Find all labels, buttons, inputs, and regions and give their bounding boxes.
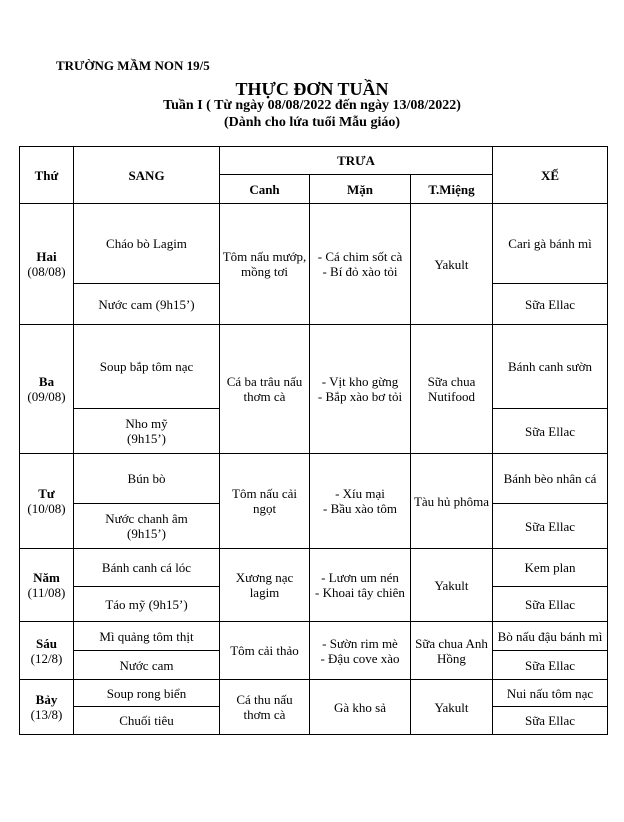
morning-dish: Soup bắp tôm nạc: [74, 325, 220, 409]
morning-snack: Táo mỹ (9h15’): [74, 587, 220, 622]
day-row: [20, 204, 608, 284]
soup-dish: Tôm nấu mướp, mồng tơi: [220, 204, 310, 325]
morning-dish: Soup rong biển: [74, 680, 220, 707]
header-row: [20, 147, 608, 175]
afternoon-dish: Bánh bèo nhân cá: [493, 454, 608, 504]
school-name: TRƯỜNG MẦM NON 19/5: [56, 58, 210, 73]
morning-snack: Nho mỹ (9h15’): [74, 409, 220, 454]
day-cell: [20, 622, 74, 680]
dessert-dish: Tàu hủ phôma: [411, 454, 493, 549]
morning-snack: Nước cam (9h15’): [74, 284, 220, 325]
dessert-dish: Sữa chua Anh Hồng: [411, 622, 493, 680]
savory-dish: - Cá chim sốt cà - Bí đỏ xào tỏi: [310, 204, 411, 325]
morning-snack: Nước cam: [74, 651, 220, 680]
morning-column-header: SANG: [74, 147, 220, 204]
day-name: Sáu: [36, 635, 57, 651]
morning-dish: Cháo bò Lagim: [74, 204, 220, 284]
day-cell: [20, 680, 74, 735]
soup-dish: Tôm cải thảo: [220, 622, 310, 680]
day-name: Bảy: [35, 692, 58, 707]
morning-snack: Chuối tiêu: [74, 707, 220, 735]
dessert-dish: Yakult: [411, 204, 493, 325]
soup-dish: Cá ba trâu nấu thơm cà: [220, 325, 310, 454]
day-column-header: Thứ: [20, 147, 74, 204]
soup-dish: Cá thu nấu thơm cà: [220, 680, 310, 735]
day-row: [20, 680, 608, 707]
savory-dish: Gà kho sả: [310, 680, 411, 735]
afternoon-drink: Sữa Ellac: [493, 587, 608, 622]
morning-dish: Bánh canh cá lóc: [74, 549, 220, 587]
afternoon-drink: Sữa Ellac: [493, 651, 608, 680]
savory-column-header: Mặn: [310, 175, 411, 204]
morning-dish: Bún bò: [74, 454, 220, 504]
day-name: Hai: [36, 249, 57, 264]
dessert-dish: Sữa chua Nutifood: [411, 325, 493, 454]
day-cell: [20, 204, 74, 325]
day-date: (12/8): [30, 650, 63, 666]
week-range: Tuần I ( Từ ngày 08/08/2022 đến ngày 13/08/2022): [163, 98, 461, 113]
savory-dish: - Vịt kho gừng - Bắp xào bơ tỏi: [310, 325, 411, 454]
day-date: (13/8): [30, 707, 63, 722]
day-cell: [20, 325, 74, 454]
day-row: [20, 622, 608, 651]
day-cell: [20, 454, 74, 549]
afternoon-dish: Bò nấu đậu bánh mì: [493, 622, 608, 651]
dessert-dish: Yakult: [411, 680, 493, 735]
day-name: Ba: [38, 374, 55, 389]
savory-dish: - Lươn um nén - Khoai tây chiên: [310, 549, 411, 622]
savory-dish: - Xíu mại - Bầu xào tôm: [310, 454, 411, 549]
dessert-dish: Yakult: [411, 549, 493, 622]
day-date: (10/08): [27, 501, 66, 516]
weekly-menu-table: [19, 146, 608, 735]
noon-column-header: TRƯA: [220, 147, 493, 175]
afternoon-drink: Sữa Ellac: [493, 504, 608, 549]
day-date: (11/08): [27, 585, 66, 600]
day-date: (09/08): [27, 389, 66, 404]
day-name: Năm: [33, 570, 60, 585]
day-date: (08/08): [27, 264, 66, 279]
afternoon-column-header: XẾ: [493, 147, 608, 204]
afternoon-dish: Cari gà bánh mì: [493, 204, 608, 284]
savory-dish: - Sườn rim mè - Đậu cove xào: [310, 622, 411, 680]
afternoon-drink: Sữa Ellac: [493, 409, 608, 454]
morning-snack: Nước chanh âm (9h15’): [74, 504, 220, 549]
morning-dish: Mì quảng tôm thịt: [74, 622, 220, 651]
afternoon-dish: Nui nấu tôm nạc: [493, 680, 608, 707]
afternoon-drink: Sữa Ellac: [493, 707, 608, 735]
day-row: [20, 549, 608, 587]
afternoon-dish: Kem plan: [493, 549, 608, 587]
afternoon-drink: Sữa Ellac: [493, 284, 608, 325]
soup-column-header: Canh: [220, 175, 310, 204]
soup-dish: Xương nạc lagim: [220, 549, 310, 622]
menu-title: THỰC ĐƠN TUẦN: [235, 79, 389, 99]
day-name: Tư: [38, 486, 55, 501]
day-cell: [20, 549, 74, 622]
day-row: [20, 325, 608, 409]
afternoon-dish: Bánh canh sườn: [493, 325, 608, 409]
audience-note: (Dành cho lứa tuổi Mẫu giáo): [223, 115, 401, 130]
dessert-column-header: T.Miệng: [411, 175, 493, 204]
day-row: [20, 454, 608, 504]
soup-dish: Tôm nấu cải ngọt: [220, 454, 310, 549]
